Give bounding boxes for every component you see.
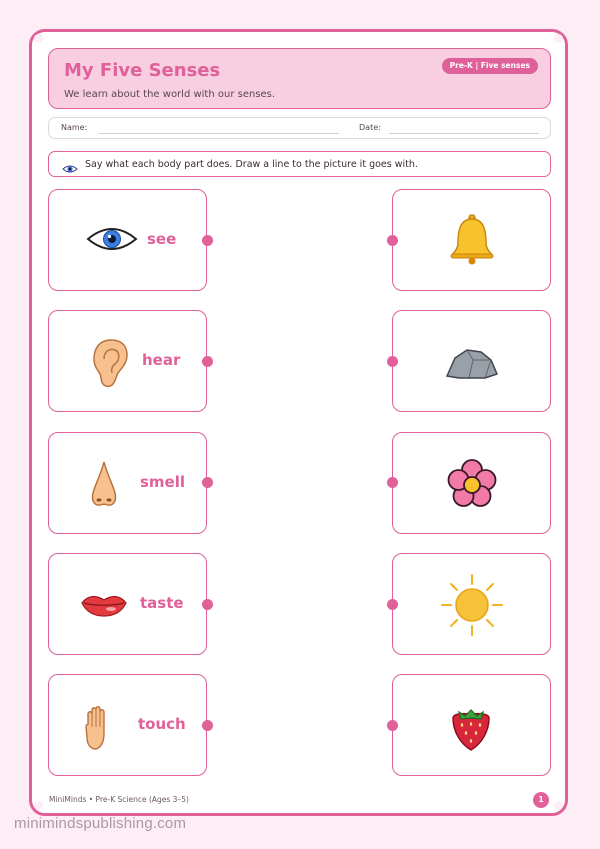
name-field[interactable]	[99, 133, 339, 134]
connect-dot-left[interactable]	[202, 720, 213, 731]
date-label: Date:	[359, 123, 381, 132]
hand-icon	[83, 705, 109, 755]
sense-word: see	[147, 230, 177, 248]
corner-dot	[34, 801, 43, 810]
page-number: 1	[533, 792, 549, 808]
header-banner	[48, 48, 551, 109]
ear-icon	[91, 337, 131, 393]
sense-word: hear	[142, 351, 181, 369]
instructions-text: Say what each body part does. Draw a line to the picture it goes with.	[85, 159, 418, 170]
level-badge: Pre-K | Five senses	[442, 58, 538, 74]
corner-dot	[554, 801, 563, 810]
corner-dot	[554, 34, 563, 43]
sense-card-see	[48, 189, 207, 291]
strawberry-icon	[449, 706, 493, 756]
connect-dot-right[interactable]	[387, 477, 398, 488]
sense-card-touch	[48, 674, 207, 776]
picture-card-bell	[392, 189, 551, 291]
page-subtitle: We learn about the world with our senses.	[64, 89, 276, 100]
picture-card-flower	[392, 432, 551, 534]
connect-dot-left[interactable]	[202, 235, 213, 246]
sense-word: touch	[138, 715, 186, 733]
sense-card-smell	[48, 432, 207, 534]
picture-card-strawberry	[392, 674, 551, 776]
instructions-box	[48, 151, 551, 177]
eye-icon	[86, 226, 138, 256]
connect-dot-left[interactable]	[202, 477, 213, 488]
page-title: My Five Senses	[64, 60, 221, 81]
corner-dot	[34, 34, 43, 43]
publisher-url: minimindspublishing.com	[14, 815, 187, 832]
sense-word: smell	[140, 473, 186, 491]
picture-card-sun	[392, 553, 551, 655]
eye-icon	[62, 159, 78, 178]
nose-icon	[89, 459, 119, 513]
picture-card-rock	[392, 310, 551, 412]
connect-dot-right[interactable]	[387, 599, 398, 610]
name-date-bar	[48, 117, 551, 139]
rock-icon	[445, 346, 499, 384]
sense-word: taste	[140, 594, 184, 612]
flower-icon	[446, 458, 498, 514]
lips-icon	[80, 593, 128, 621]
date-field[interactable]	[389, 133, 539, 134]
name-label: Name:	[61, 123, 88, 132]
footer-text: MiniMinds • Pre-K Science (Ages 3–5)	[49, 795, 189, 804]
sense-card-taste	[48, 553, 207, 655]
bell-icon	[448, 213, 496, 269]
sun-icon	[440, 573, 504, 641]
connect-dot-right[interactable]	[387, 356, 398, 367]
connect-dot-right[interactable]	[387, 720, 398, 731]
connect-dot-right[interactable]	[387, 235, 398, 246]
connect-dot-left[interactable]	[202, 599, 213, 610]
connect-dot-left[interactable]	[202, 356, 213, 367]
sense-card-hear	[48, 310, 207, 412]
